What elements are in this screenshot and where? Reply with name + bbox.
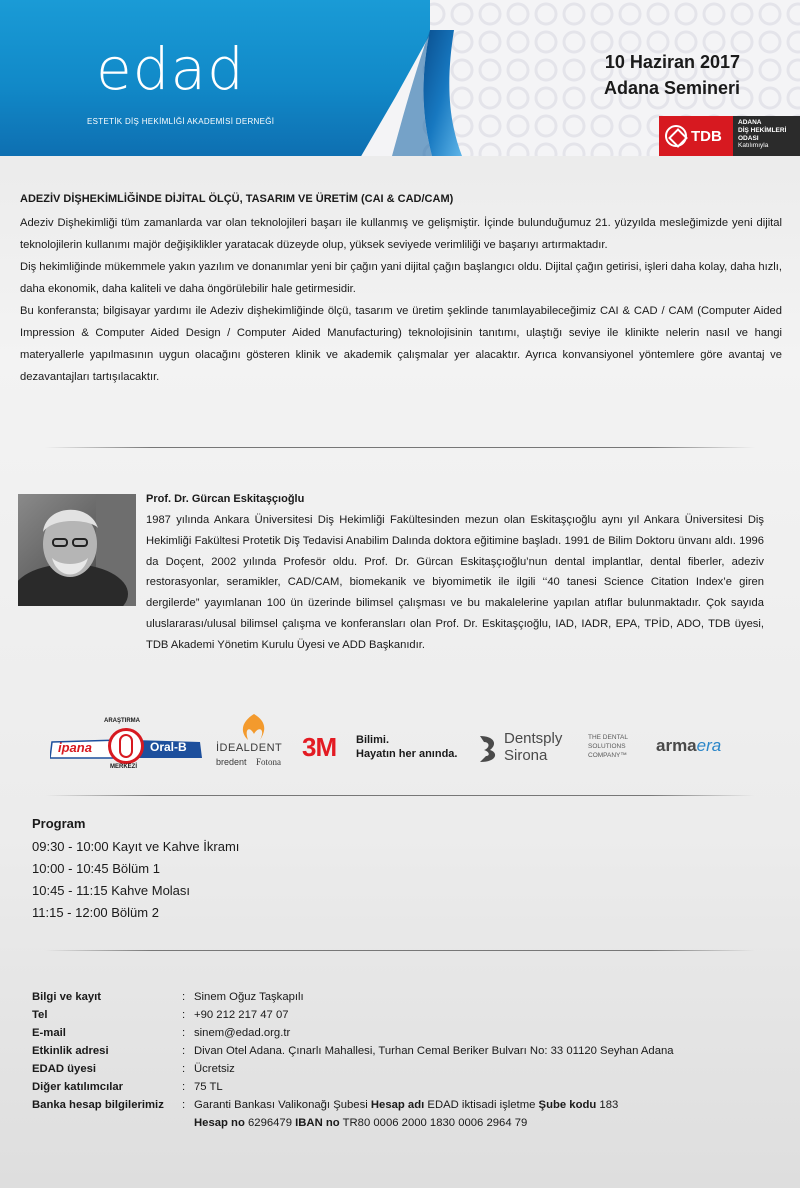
program-item: 10:45 - 11:15 Kahve Molası: [32, 883, 191, 898]
info-colon: :: [182, 1009, 186, 1021]
bredent-label: bredent: [216, 757, 247, 767]
info-value: Sinem Oğuz Taşkapılı: [194, 991, 304, 1003]
bank-text: 183: [596, 1099, 619, 1111]
speaker-photo: [18, 494, 136, 606]
divider: [45, 950, 755, 951]
program-item: 11:15 - 12:00 Bölüm 2: [32, 905, 159, 920]
tdb-label: TDB: [691, 127, 722, 145]
info-row: [32, 1006, 772, 1024]
bank-info-row: [32, 1096, 772, 1132]
info-value: 75 TL: [194, 1081, 223, 1093]
sirona-label: Sirona: [504, 747, 548, 764]
info-label: Bilgi ve kayıt: [32, 991, 102, 1003]
info-value: Divan Otel Adana. Çınarlı Mahallesi, Turhan Cemal Beriker Bulvarı No: 33 01120 Seyhan Adana: [194, 1045, 674, 1057]
edad-logo: edad: [96, 35, 245, 103]
info-row: [32, 1078, 772, 1096]
info-label: EDAD üyesi: [32, 1063, 97, 1075]
tdb-logo: [659, 116, 800, 156]
sponsor-logos: [0, 712, 800, 778]
conference-paragraph: Adeziv Dişhekimliği tüm zamanlarda var olan teknolojileri başarı ile kullanmış ve gelişmiştir. İçinde bulunduğumuz 21. yüzyılda mesleğimizde yeni dijital teknolojilerin kullanımı majör değişiklikler yaratacak düzeyde olup, yüksek seviyede verimliliği ve başarıyı artırmaktadır.: [20, 217, 782, 251]
info-label: E-mail: [32, 1027, 66, 1039]
conference-description: [20, 212, 782, 388]
info-row: [32, 1042, 772, 1060]
dentsply-mark-icon: [476, 734, 500, 764]
divider: [45, 447, 755, 448]
bank-bold-label: Hesap adı: [370, 1099, 425, 1111]
info-label: Etkinlik adresi: [32, 1045, 109, 1057]
arastirma-bottom-label: MERKEZİ: [110, 764, 137, 770]
divider: [45, 795, 755, 796]
info-colon: :: [182, 1081, 186, 1093]
bank-text: EDAD iktisadi işletme: [424, 1099, 539, 1111]
bank-bold-label: Hesap no: [194, 1117, 245, 1129]
fotona-label: Fotona: [256, 757, 282, 767]
arastirma-merkezi-badge: [100, 714, 152, 774]
phone-value[interactable]: +90 212 217 47 07: [194, 1009, 289, 1021]
dentsply-label: Dentsply: [504, 730, 563, 747]
email-link[interactable]: sinem@edad.org.tr: [194, 1027, 291, 1039]
tdb-red-block: [659, 116, 733, 156]
bank-text: Garanti Bankası Valikonağı Şubesi: [194, 1099, 371, 1111]
tdb-line4: Katılımıyla: [738, 142, 769, 150]
oralb-label: Oral-B: [150, 740, 187, 754]
3m-logo: [302, 732, 458, 764]
conference-paragraph: Diş hekimliğinde mükemmele yakın yazılım ve donanımlar yeni bir çağın yani dijital çağın başlangıcı oldu. Dijital çağın getirisi, işleri daha kolay, daha hızlı, daha ekonomik, daha kaliteli ve daha öngörülebilir hale getirmesidir.: [20, 261, 782, 295]
arastirma-top-label: ARAŞTIRMA: [104, 718, 140, 724]
speaker-name: Prof. Dr. Gürcan Eskitaşçıoğlu: [146, 493, 305, 505]
bank-info-label: Banka hesap bilgilerimiz: [32, 1099, 164, 1111]
info-label: Diğer katılımcılar: [32, 1081, 124, 1093]
3m-label: 3M: [302, 732, 337, 762]
event-date: 10 Haziran 2017: [604, 52, 740, 72]
dentsply-sirona-logo: [476, 730, 646, 766]
conference-paragraph: Bu konferansta; bilgisayar yardımı ile Adeziv dişhekimliğinde ölçü, tasarım ve üretim şeklinde tanımlayabileceğimiz CAI & CAD / CAM (Computer Aided Impression & Computer Aided Design / Computer Aided Manufacturing) teknolojisinin tanıtımı, ulaştığı seviye ile klinikte nelerin nasıl ve hangi materyallerle yapılmasının uygun olacağını gösteren klinik ve akademik çalışmalar yer alacaktır. Ayrıca konvansiyonel yöntemlere göre avantaj ve dezavantajları tartışılacaktır.: [20, 305, 782, 383]
speaker-bio: 1987 yılında Ankara Üniversitesi Diş Hekimliği Fakültesinden mezun olan Eskitaşçıoğlu aynı yıl Ankara Üniversitesi Diş Hekimliği Fakültesi Protetik Diş Tedavisi Anabilim Dalında doktora eğitimine başladı. 1991 de Bilim Doktoru ünvanı aldı. 1996 da Doçent, 2002 yılında Profesör oldu. Prof. Dr. Gürcan Eskitaşçıoğlu’nun dental implantlar, dental fiberler, adeziv restorasyonlar, seramikler, CAD/CAM, biomekanik ve biyomimetik ile ilgili ‘‘40 tanesi Science Citation Index’e giren dergilerde” yayımlanan 100 ün üzerinde bilimsel çalışması ve bu makalelerine yapılan atıflar bulunmaktadır. Çok sayıda uluslararası/ulusal bilimsel çalışma ve konferansları olan Prof. Dr. Eskitaşçıoğlu, IAD, IADR, EPA, TPİD, ADO, TDB üyesi, TDB Akademi Yönetim Kurulu Üyesi ve ADD Başkanıdır.: [146, 514, 764, 651]
tdb-line2: DİŞ HEKİMLERİ: [738, 126, 787, 134]
info-colon: :: [182, 1045, 186, 1057]
idealdent-label: İDEALDENT: [216, 742, 283, 754]
3m-slogan-line1: Bilimi.: [356, 734, 390, 746]
armaera-label-b: era: [696, 736, 722, 755]
contact-info: [32, 988, 772, 1132]
idealdent-logo: [216, 712, 290, 772]
info-row: [32, 988, 772, 1006]
3m-slogan-line2: Hayatın her anında.: [356, 748, 458, 760]
caduceus-icon: [119, 734, 133, 758]
page-curl-decoration: [362, 30, 462, 156]
dental-solutions-line3: COMPANY™: [588, 752, 627, 759]
dental-solutions-line2: SOLUTIONS: [588, 743, 626, 750]
ipana-label: ipana: [58, 740, 92, 755]
idealdent-flame-icon: [234, 712, 274, 742]
bank-bold-label: Şube kodu: [538, 1099, 597, 1111]
program-title: Program: [32, 816, 86, 831]
info-value: Ücretsiz: [194, 1063, 235, 1075]
edad-logo-subtitle: ESTETİK DİŞ HEKİMLİĞİ AKADEMİSİ DERNEĞİ: [87, 117, 275, 126]
tdb-chamber-block: [733, 116, 800, 156]
tdb-emblem-icon: [665, 125, 687, 147]
event-city: Adana Semineri: [603, 78, 740, 98]
dental-solutions-line1: THE DENTAL: [588, 734, 628, 741]
info-colon: :: [182, 1099, 186, 1111]
tdb-line1: ADANA: [738, 119, 762, 126]
info-row: [32, 1024, 772, 1042]
program-list: [32, 836, 239, 924]
info-colon: :: [182, 1063, 186, 1075]
info-label: Tel: [32, 1009, 48, 1021]
conference-title: ADEZİV DİŞHEKİMLİĞİNDE DİJİTAL ÖLÇÜ, TASARIM VE ÜRETİM (CAI & CAD/CAM): [20, 193, 454, 205]
bank-text: 6296479: [244, 1117, 296, 1129]
armaera-logo: [656, 736, 756, 760]
header: [0, 0, 800, 156]
program-item: 09:30 - 10:00 Kayıt ve Kahve İkramı: [32, 839, 240, 854]
info-row: [32, 1060, 772, 1078]
program-item: 10:00 - 10:45 Bölüm 1: [32, 861, 160, 876]
bank-text: TR80 0006 2000 1830 0006 2964 79: [339, 1117, 528, 1129]
tdb-line3: ODASI: [738, 134, 759, 142]
bank-bold-label: IBAN no: [295, 1117, 340, 1129]
info-colon: :: [182, 991, 186, 1003]
armaera-label-a: arma: [656, 736, 697, 755]
bank-info-value: [194, 1096, 772, 1132]
info-colon: :: [182, 1027, 186, 1039]
